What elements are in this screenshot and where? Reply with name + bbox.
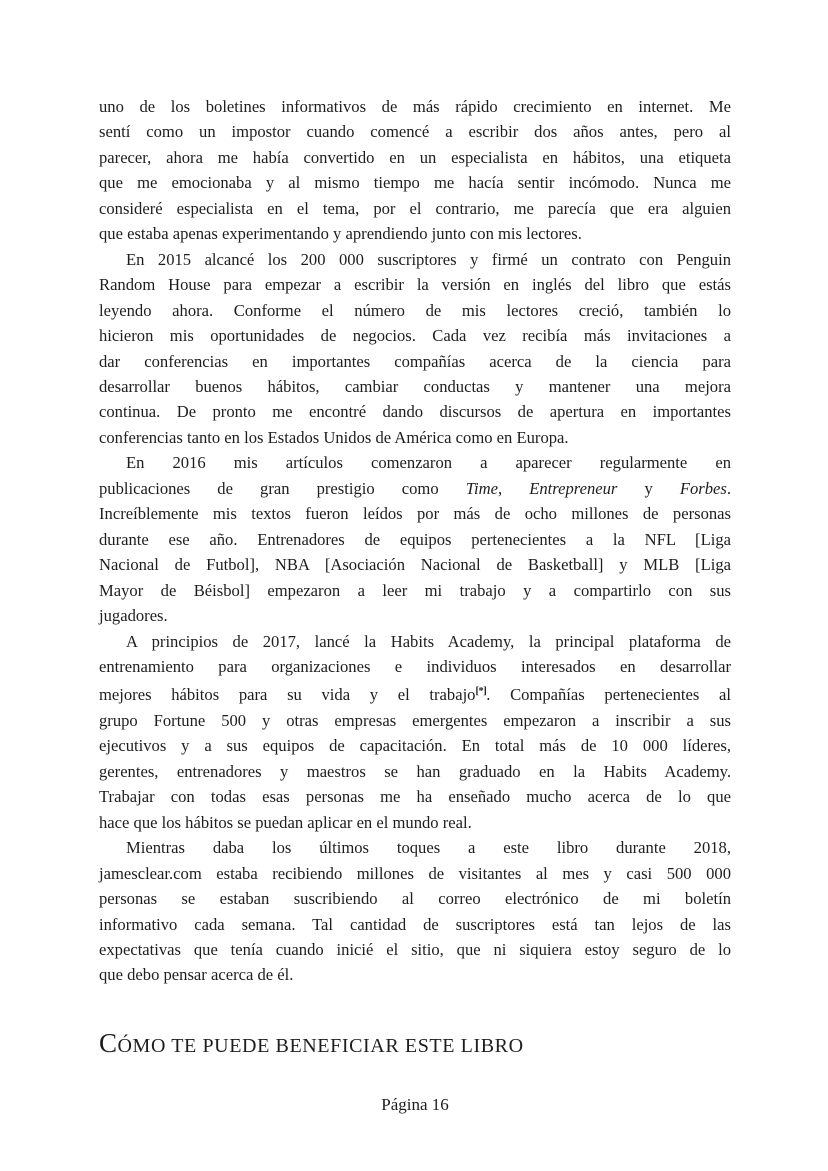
text-line — [99, 733, 731, 758]
italic-text: Time — [465, 478, 498, 498]
body-text-segment: Mientras daba los últimos toques a este libro durante 2018, — [126, 838, 731, 858]
text-line — [99, 425, 731, 450]
body-text-segment: parecer, ahora me había convertido en un especialista en hábitos, una etiqueta — [99, 147, 731, 167]
body-text-segment: En 2016 mis artículos comenzaron a aparecer regularmente en — [126, 453, 731, 473]
text-line — [99, 962, 731, 987]
text-line — [99, 654, 731, 679]
text-line — [99, 374, 731, 399]
body-text-segment: , — [497, 478, 530, 498]
text-line — [99, 937, 731, 962]
italic-text: Entrepreneur — [529, 478, 618, 498]
text-line — [99, 603, 731, 628]
text-line — [99, 708, 731, 733]
body-text-segment: que estaba apenas experimentando y aprendiendo junto con mis lectores. — [99, 224, 582, 244]
text-line — [99, 94, 731, 119]
body-text-segment: expectativas que tenía cuando inicié el sitio, que ni siquiera estoy seguro de lo — [99, 939, 731, 959]
text-line — [99, 349, 731, 374]
text-line — [99, 399, 731, 424]
body-text-segment: entrenamiento para organizaciones e individuos interesados en desarrollar — [99, 656, 731, 676]
body-text-segment: que me emocionaba y al mismo tiempo me hacía sentir incómodo. Nunca me — [99, 173, 731, 193]
body-text-segment: Mayor de Béisbol] empezaron a leer mi trabajo y a compartirlo con sus — [99, 580, 731, 600]
text-line — [99, 119, 731, 144]
text-line — [99, 679, 731, 707]
footnote-marker[interactable]: [*] — [475, 686, 487, 698]
text-line — [99, 145, 731, 170]
body-text-segment: ejecutivos y a sus equipos de capacitación. En total más de 10 000 líderes, — [99, 736, 731, 756]
paragraph — [99, 835, 731, 988]
body-text-segment: personas se estaban suscribiendo al correo electrónico de mi boletín — [99, 889, 731, 909]
body-text-segment: Random House para empezar a escribir la versión en inglés del libro que estás — [99, 275, 731, 295]
body-text-segment: uno de los boletines informativos de más rápido crecimiento en internet. Me — [99, 97, 731, 116]
text-line — [99, 298, 731, 323]
text-line — [99, 810, 731, 835]
body-text-segment: dar conferencias en importantes compañías acerca de la ciencia para — [99, 351, 731, 371]
body-text-segment: jamesclear.com estaba recibiendo millones de visitantes al mes y casi 500 000 — [99, 863, 731, 883]
page-body-text — [99, 94, 731, 988]
paragraph — [99, 629, 731, 836]
body-text-segment: hace que los hábitos se puedan aplicar en el mundo real. — [99, 812, 472, 832]
body-text-segment: . Compañías pertenecientes al — [486, 685, 731, 705]
text-line — [99, 578, 731, 603]
text-line — [99, 759, 731, 784]
text-line — [99, 784, 731, 809]
body-text-segment: y — [617, 478, 680, 498]
body-text-segment: . — [726, 478, 732, 498]
text-line — [99, 272, 731, 297]
body-text-segment: grupo Fortune 500 y otras empresas emergentes empezaron a inscribir a sus — [99, 710, 731, 730]
body-text-segment: continua. De pronto me encontré dando discursos de apertura en importantes — [99, 402, 731, 422]
body-text-segment: hicieron mis oportunidades de negocios. Cada vez recibía más invitaciones a — [99, 326, 731, 346]
body-text-segment: jugadores. — [99, 606, 168, 626]
body-text-segment: informativo cada semana. Tal cantidad de suscriptores está tan lejos de las — [99, 914, 731, 934]
text-line — [99, 912, 731, 937]
text-line — [99, 476, 731, 501]
text-line — [99, 629, 731, 654]
body-text-segment: leyendo ahora. Conforme el número de mis lectores creció, también lo — [99, 300, 731, 320]
text-line — [99, 835, 731, 860]
text-line — [99, 552, 731, 577]
body-text-segment: Increíblemente mis textos fueron leídos por más de ocho millones de personas — [99, 504, 731, 524]
section-heading-rest: ÓMO TE PUEDE BENEFICIAR ESTE LIBRO — [117, 1035, 524, 1057]
body-text-segment: Nacional de Futbol], NBA [Asociación Nacional de Basketball] y MLB [Liga — [99, 555, 731, 575]
body-text-segment: sentí como un impostor cuando comencé a escribir dos años antes, pero al — [99, 122, 731, 142]
body-text-segment: conferencias tanto en los Estados Unidos de América como en Europa. — [99, 427, 569, 447]
section-heading-initial: C — [99, 1028, 118, 1058]
body-text-segment: desarrollar buenos hábitos, cambiar conductas y mantener una mejora — [99, 376, 731, 396]
text-line — [99, 886, 731, 911]
body-text-segment: que debo pensar acerca de él. — [99, 965, 294, 985]
body-text-segment: Trabajar con todas esas personas me ha enseñado mucho acerca de lo que — [99, 787, 731, 807]
section-heading — [99, 1027, 524, 1062]
text-line — [99, 170, 731, 195]
paragraph — [99, 94, 731, 247]
body-text-segment: A principios de 2017, lancé la Habits Academy, la principal plataforma de — [126, 631, 731, 651]
italic-text: Forbes — [679, 478, 727, 498]
body-text-segment: En 2015 alcancé los 200 000 suscriptores y firmé un contrato con Penguin — [126, 249, 731, 269]
text-line — [99, 450, 731, 475]
text-line — [99, 323, 731, 348]
body-text-segment: gerentes, entrenadores y maestros se han graduado en la Habits Academy. — [99, 761, 731, 781]
text-line — [99, 196, 731, 221]
text-line — [99, 527, 731, 552]
body-text-segment: mejores hábitos para su vida y el trabajo — [99, 685, 476, 705]
text-line — [99, 861, 731, 886]
body-text-segment: publicaciones de gran prestigio como — [99, 478, 466, 498]
paragraph — [99, 247, 731, 451]
text-line — [99, 501, 731, 526]
page-number: Página 16 — [381, 1095, 449, 1114]
paragraph — [99, 450, 731, 628]
body-text-segment: consideré especialista en el tema, por el contrario, me parecía que era alguien — [99, 198, 731, 218]
body-text-segment: durante ese año. Entrenadores de equipos pertenecientes a la NFL [Liga — [99, 529, 731, 549]
text-line — [99, 247, 731, 272]
text-line — [99, 221, 731, 246]
